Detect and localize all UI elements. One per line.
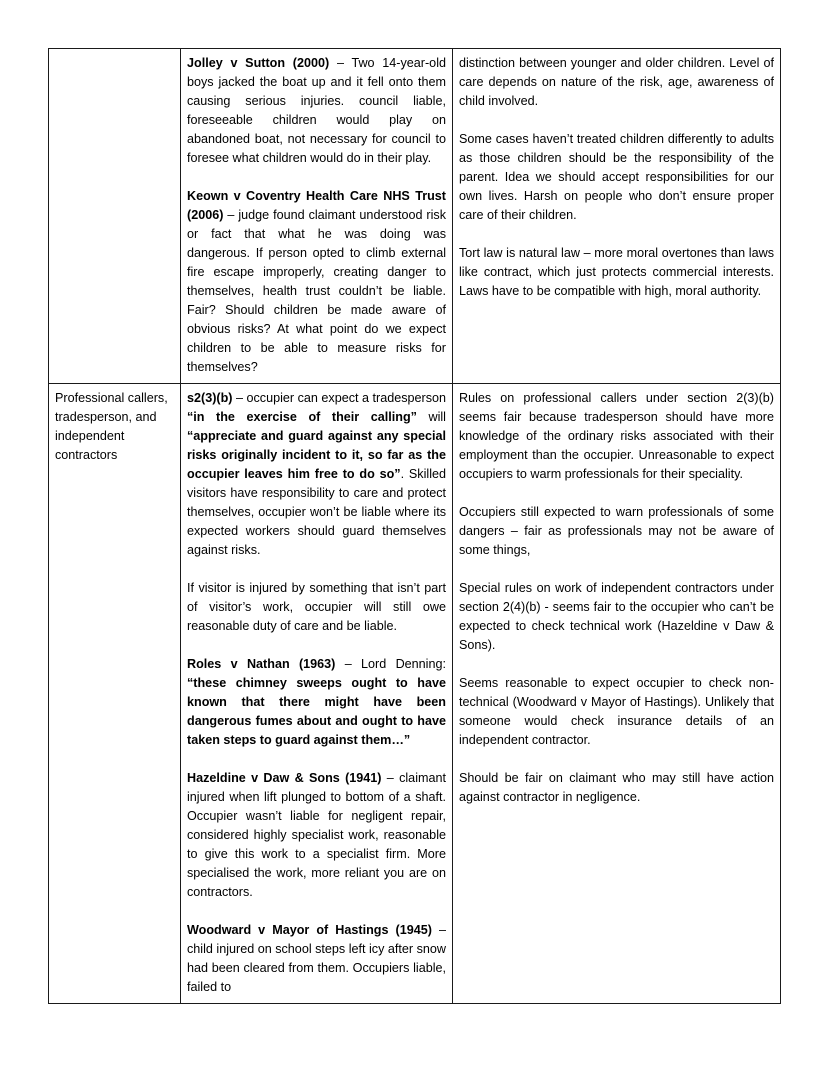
detail-paragraph — [187, 187, 446, 377]
topic-cell — [49, 49, 181, 384]
topic-label: Professional callers, tradesperson, and independent contractors — [55, 391, 168, 462]
evaluation-paragraph — [459, 579, 774, 655]
case-name-text: Keown v Coventry Health Care NHS Trust (2006) — [187, 189, 446, 222]
body-text: distinction between younger and older children. Level of care depends on nature of the risk, age, awareness of child involved. — [459, 56, 774, 108]
evaluation-paragraph — [459, 244, 774, 301]
body-text: If visitor is injured by something that isn’t part of visitor’s work, occupier will still owe reasonable duty of care and be liable. — [187, 581, 446, 633]
detail-paragraph — [187, 389, 446, 560]
evaluation-paragraph — [459, 389, 774, 484]
topic-cell — [49, 384, 181, 1004]
detail-paragraph — [187, 655, 446, 750]
detail-cell — [181, 384, 453, 1004]
body-text: Tort law is natural law – more moral overtones than laws like contract, which just protects commercial interests. Laws have to be compatible with high, moral authority. — [459, 246, 774, 298]
body-text: Seems reasonable to expect occupier to check non-technical (Woodward v Mayor of Hastings). Unlikely that someone would check insurance details of an independent contractor. — [459, 676, 774, 747]
body-text: will — [416, 410, 446, 424]
case-name-text: Woodward v Mayor of Hastings (1945) — [187, 923, 432, 937]
notes-table — [48, 48, 781, 1004]
case-name-text: “these chimney sweeps ought to have known that there might have been dangerous fumes about and ought to have taken steps to guard against them…” — [187, 676, 446, 747]
case-name-text: s2(3)(b) — [187, 391, 233, 405]
evaluation-paragraph — [459, 54, 774, 111]
body-text: – claimant injured when lift plunged to bottom of a shaft. Occupier wasn’t liable for negligent repair, considered highly specialist work, reasonable to give this work to a specialist firm. More specialised the work, more reliant you are on contractors. — [187, 771, 446, 899]
body-text: – Two 14-year-old boys jacked the boat up and it fell onto them causing serious injuries. council liable, foreseeable children would play on abandoned boat, not necessary for council to foresee what children would do in their play. — [187, 56, 446, 165]
evaluation-paragraph — [459, 503, 774, 560]
body-text: – occupier can expect a tradesperson — [232, 391, 447, 405]
body-text: Occupiers still expected to warn professionals of some dangers – fair as professionals may not be aware of some things, — [459, 505, 774, 557]
case-name-text: Hazeldine v Daw & Sons (1941) — [187, 771, 382, 785]
case-name-text: Roles v Nathan (1963) — [187, 657, 336, 671]
detail-paragraph — [187, 579, 446, 636]
body-text: Should be fair on claimant who may still have action against contractor in negligence. — [459, 771, 774, 804]
case-name-text: “appreciate and guard against any special risks originally incident to it, so far as the occupier leaves him free to do so” — [187, 429, 446, 481]
detail-paragraph — [187, 54, 446, 168]
detail-cell — [181, 49, 453, 384]
evaluation-paragraph — [459, 674, 774, 750]
table-row — [49, 49, 781, 384]
evaluation-cell — [453, 384, 781, 1004]
body-text: . Skilled visitors have responsibility to care and protect themselves, occupier won’t be liable where its expected workers should guard themselves against risks. — [187, 467, 446, 557]
detail-paragraph — [187, 921, 446, 997]
case-name-text: Jolley v Sutton (2000) — [187, 56, 330, 70]
case-name-text: “in the exercise of their calling” — [187, 410, 417, 424]
body-text: Some cases haven’t treated children differently to adults as those children should be the responsibility of the parent. Idea we should accept responsibilities for our own lives. Harsh on people who don’t ensure proper care of their children. — [459, 132, 774, 222]
table-body — [49, 49, 781, 1004]
evaluation-cell — [453, 49, 781, 384]
detail-paragraph — [187, 769, 446, 902]
evaluation-paragraph — [459, 130, 774, 225]
body-text: – judge found claimant understood risk or fact that what he was doing was dangerous. If person opted to climb external fire escape improperly, creating danger to themselves, health trust couldn’t be liable. Fair? Should children be made aware of obvious risks? At what point do we expect children to be able to measure risks for themselves? — [187, 208, 446, 374]
evaluation-paragraph — [459, 769, 774, 807]
body-text: – child injured on school steps left icy after snow had been cleared from them. Occupiers liable, failed to — [187, 923, 447, 994]
table-row — [49, 384, 781, 1004]
body-text: Rules on professional callers under section 2(3)(b) seems fair because tradesperson should have more knowledge of the ordinary risks associated with their employment than the occupier. Unreasonable to expect occupiers to warm professionals for their speciality. — [459, 391, 774, 481]
body-text: Special rules on work of independent contractors under section 2(4)(b) - seems fair to the occupier who can’t be expected to check technical work (Hazeldine v Daw & Sons). — [459, 581, 774, 652]
body-text: – Lord Denning: — [335, 657, 446, 671]
